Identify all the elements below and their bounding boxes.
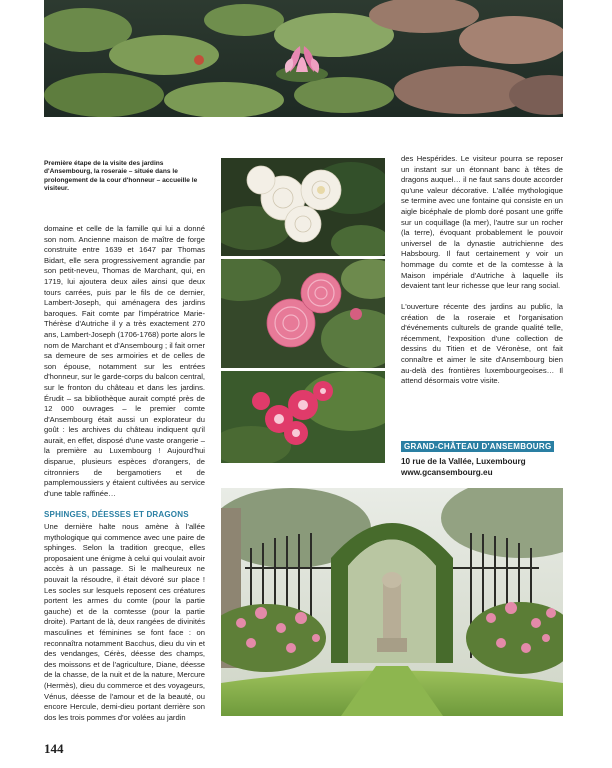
section-title: SPHINGES, DÉESSES ET DRAGONS [44, 510, 189, 519]
white-roses-photo [221, 158, 385, 256]
column1-paragraph2: Une dernière halte nous amène à l'allée mythologique qui commence avec une paire de sphinges. Selon la tradition grecque, elles proposaient une énigme à celui qui voulait avoir accès à un passage. Si le malheureux ne pouvait la résoudre, il était dévoré sur place ! Les socles sur lesquels reposent ces créatures portent les armes du comte (pour la partie gauche) et de la comtesse (pour la partie droite). Partant de là, deux rangées de divinités masculines et féminines se font face : on reconnaîtra notamment Bacchus, dieu du vin et des vendanges, Cérès, déesse des champs, des moissons et de l'agriculture, Diane, déesse de la chasse, de la nuit et de la nature, Mercure (Hermès), dieu du commerce et des voyageurs, Vénus, déesse de l'amour et de la beauté, ou encore Hercule, demi-dieu portant derrière son dos les trois pommes d'or volées au jardin [44, 522, 205, 722]
column1-paragraph1: domaine et celle de la famille qui lui a donné son nom. Ancienne maison de maître de forge construite entre 1639 et 1647 par Thomas Bidart, elle sera progressivement agrandie par son petit-neveu, Thomas de Marchant, qui, en 1719, lui ajoutera deux ailes ainsi que deux tours carrées, puis par le fils de ce dernier, Lambert-Joseph, qui aménagera des jardins baroques. Fait comte par l'impératrice Marie-Thérèse d'Autriche il y a très exactement 270 ans, Lambert-Joseph (1706-1768) porte alors le nom de Marchant et d'Ansembourg ; il fait orner sa demeure de ses armoiries et de celles de son épouse, notamment sur les entrées d'honneur, sur le garde-corps du balcon central, sur le fronton du château et dans les jardins. Érudit – sa bibliothèque aurait compté près de 12 000 ouvrages – le premier comte d'Ansembourg était aussi un explorateur du goût : les archives du château indiquent qu'il aurait, en effet, disposé d'une vaste orangerie – la première au Luxembourg ! Aujourd'hui disparue, plusieurs espèces d'orangers, de citronniers de bergamotiers et de pamplemoussiers y étaient cultivées au service d'une table raffinée… [44, 224, 205, 498]
water-lily-photo [44, 0, 563, 117]
info-title: GRAND-CHÂTEAU D'ANSEMBOURG [401, 441, 554, 452]
page-number: 144 [44, 741, 64, 756]
info-website[interactable]: www.gcansembourg.eu [401, 468, 493, 477]
column3-paragraph2: L'ouverture récente des jardins au public, la création de la roseraie et l'organisation d'événements culturels de grande qualité telle, récemment, l'exposition d'une collection de dessins du Titien et de Véronèse, ont fait connaître et aimer le site d'Ansembourg bien au-delà des frontières luxembourgeoises… Il attend désormais votre visite. [401, 302, 563, 386]
info-address: 10 rue de la Vallée, Luxembourg [401, 457, 526, 466]
bright-pink-roses-photo [221, 371, 385, 463]
photo-caption: Première étape de la visite des jardins d'Ansembourg, la roseraie – située dans le prolongement de la cour d'honneur – accueille le visiteur. [44, 160, 198, 193]
pink-roses-photo [221, 259, 385, 368]
column3-paragraph1: des Hespérides. Le visiteur pourra se reposer un instant sur un étonnant banc à têtes de dragons auquel… il ne faut sans doute accorder qu'une valeur décorative. L'allée mythologique se termine avec une fontaine qui consiste en un aigle bicéphale de plomb doré posant une griffe sur un coquillage (la mer), l'autre sur un rocher (la terre), évoquant probablement le pouvoir universel de la dynastie autrichienne des Habsbourg. Il faut certainement y voir un hommage du comte et de la comtesse à la Maison impériale d'Autriche à laquelle ils devaient tant leur richesse que leur rang social. [401, 154, 563, 291]
garden-gate-photo [221, 488, 563, 716]
info-box [401, 436, 563, 478]
